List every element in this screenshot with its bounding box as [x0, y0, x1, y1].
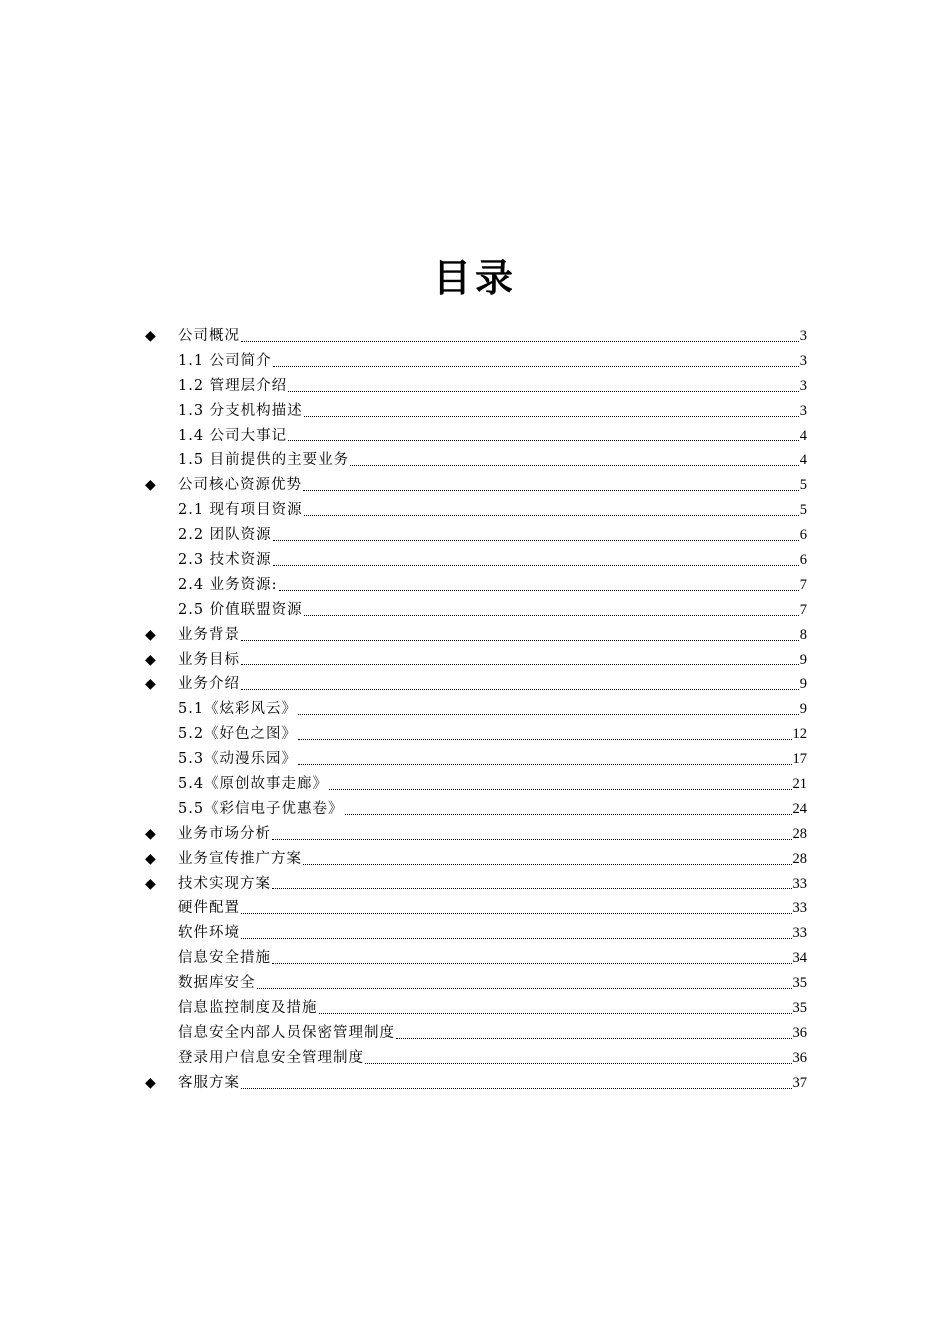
toc-entry-label: 技术实现方案	[178, 875, 271, 892]
toc-entry-label: 客服方案	[178, 1074, 240, 1091]
toc-entry[interactable]	[145, 498, 807, 523]
toc-entry[interactable]	[145, 548, 807, 573]
dot-leader	[257, 988, 792, 989]
dot-leader	[303, 864, 792, 865]
toc-entry[interactable]	[145, 648, 807, 673]
toc-entry[interactable]	[145, 921, 807, 946]
dot-leader	[319, 1013, 792, 1014]
toc-entry[interactable]	[145, 1021, 807, 1046]
toc-entry[interactable]	[145, 374, 807, 399]
toc-entry[interactable]	[145, 946, 807, 971]
toc-entry[interactable]	[145, 772, 807, 797]
toc-entry-label: 5.5《彩信电子优惠卷》	[178, 800, 344, 817]
toc-page-number: 3	[799, 352, 807, 369]
toc-entry-label: 公司核心资源优势	[178, 477, 302, 494]
diamond-bullet-icon: ◆	[145, 850, 156, 867]
toc-entry-label: 5.4《原创故事走廊》	[178, 776, 329, 793]
toc-page-number: 36	[792, 1049, 807, 1066]
toc-entry-label: 2.1 现有项目资源	[178, 502, 303, 519]
toc-entry[interactable]	[145, 324, 807, 349]
toc-page-number: 3	[799, 402, 807, 419]
toc-page-number: 7	[799, 576, 807, 593]
toc-entry-label: 2.2 团队资源	[178, 527, 272, 544]
diamond-bullet-icon: ◆	[145, 825, 156, 842]
toc-page-number: 17	[792, 751, 807, 768]
toc-entry[interactable]	[145, 996, 807, 1021]
toc-page-number: 4	[799, 427, 807, 444]
dot-leader	[279, 590, 799, 591]
toc-entry[interactable]	[145, 399, 807, 424]
toc-entry[interactable]	[145, 822, 807, 847]
toc-page-number: 7	[799, 601, 807, 618]
dot-leader	[241, 938, 792, 939]
dot-leader	[298, 764, 791, 765]
toc-entry-label: 硬件配置	[178, 900, 240, 917]
dot-leader	[241, 913, 792, 914]
toc-entry[interactable]	[145, 722, 807, 747]
diamond-bullet-icon: ◆	[145, 477, 156, 494]
toc-page-number: 3	[799, 328, 807, 344]
dot-leader	[241, 689, 799, 690]
toc-entry[interactable]	[145, 697, 807, 722]
dot-leader	[329, 789, 791, 790]
toc-page-number: 36	[792, 1024, 807, 1041]
toc-entry-label: 2.3 技术资源	[178, 552, 272, 569]
toc-entry[interactable]	[145, 797, 807, 822]
toc-entry-label: 登录用户信息安全管理制度	[178, 1049, 364, 1066]
dot-leader	[304, 515, 799, 516]
toc-entry-label: 5.2《好色之图》	[178, 726, 298, 743]
toc-page-number: 28	[792, 850, 807, 867]
dot-leader	[272, 839, 792, 840]
toc-entry-label: 2.4 业务资源:	[178, 576, 278, 593]
toc-entry-label: 公司概况	[178, 328, 240, 344]
toc-entry[interactable]	[145, 896, 807, 921]
dot-leader	[288, 440, 799, 441]
toc-entry-label: 信息安全内部人员保密管理制度	[178, 1024, 395, 1041]
toc-page-number: 24	[792, 800, 807, 817]
toc-page-number: 34	[792, 950, 807, 967]
toc-entry[interactable]	[145, 598, 807, 623]
toc-entry-label: 1.4 公司大事记	[178, 427, 288, 444]
toc-entry[interactable]	[145, 448, 807, 473]
toc-entry-label: 5.3《动漫乐园》	[178, 751, 298, 768]
toc-page-number: 28	[792, 825, 807, 842]
toc-page-number: 6	[799, 527, 807, 544]
toc-page-number: 9	[799, 651, 807, 668]
toc-page-number: 35	[792, 975, 807, 992]
toc-entry[interactable]	[145, 573, 807, 598]
toc-page-number: 33	[792, 925, 807, 942]
toc-page-number: 9	[799, 701, 807, 718]
dot-leader	[241, 640, 799, 641]
toc-entry-label: 业务背景	[178, 626, 240, 643]
toc-page-number: 5	[799, 477, 807, 494]
dot-leader	[241, 664, 799, 665]
dot-leader	[241, 1088, 792, 1089]
toc-entry[interactable]	[145, 523, 807, 548]
dot-leader	[303, 490, 799, 491]
toc-entry-label: 5.1《炫彩风云》	[178, 701, 298, 718]
toc-page-number: 21	[792, 776, 807, 793]
toc-page-number: 5	[799, 502, 807, 519]
toc-entry-label: 2.5 价值联盟资源	[178, 601, 303, 618]
dot-leader	[350, 465, 799, 466]
diamond-bullet-icon: ◆	[145, 875, 156, 892]
diamond-bullet-icon: ◆	[145, 328, 156, 344]
page-title: 目录	[432, 256, 517, 300]
diamond-bullet-icon: ◆	[145, 651, 156, 668]
dot-leader	[345, 814, 792, 815]
toc-page-number: 33	[792, 875, 807, 892]
toc-page-number: 6	[799, 552, 807, 569]
toc-entry[interactable]	[145, 1071, 807, 1096]
toc-entry-label: 1.5 目前提供的主要业务	[178, 452, 350, 469]
toc-entry-label: 1.1 公司简介	[178, 352, 272, 369]
toc-entry-label: 1.3 分支机构描述	[178, 402, 303, 419]
toc-entry[interactable]	[145, 672, 807, 697]
toc-entry-label: 业务宣传推广方案	[178, 850, 302, 867]
dot-leader	[365, 1063, 792, 1064]
toc-page-number: 3	[799, 377, 807, 394]
toc-entry-label: 1.2 管理层介绍	[178, 377, 288, 394]
toc-entry-label: 业务市场分析	[178, 825, 271, 842]
toc-page-number: 9	[799, 676, 807, 693]
toc-page-number: 12	[792, 726, 807, 743]
toc-entry[interactable]	[145, 623, 807, 648]
toc-entry-label: 数据库安全	[178, 975, 256, 992]
dot-leader	[273, 366, 799, 367]
toc-entry-label: 软件环境	[178, 925, 240, 942]
toc-entry-label: 信息安全措施	[178, 950, 271, 967]
toc-page-number: 4	[799, 452, 807, 469]
toc-entry-label: 业务介绍	[178, 676, 240, 693]
dot-leader	[273, 565, 799, 566]
dot-leader	[273, 540, 799, 541]
dot-leader	[241, 341, 799, 342]
toc-page-number: 37	[792, 1074, 807, 1091]
toc-entry[interactable]	[145, 971, 807, 996]
dot-leader	[304, 416, 799, 417]
dot-leader	[298, 714, 799, 715]
toc-entry[interactable]	[145, 349, 807, 374]
diamond-bullet-icon: ◆	[145, 626, 156, 643]
toc-entry[interactable]	[145, 473, 807, 498]
dot-leader	[298, 739, 791, 740]
dot-leader	[272, 888, 792, 889]
dot-leader	[396, 1038, 792, 1039]
toc-entry-label: 业务目标	[178, 651, 240, 668]
toc-page-number: 33	[792, 900, 807, 917]
diamond-bullet-icon: ◆	[145, 676, 156, 693]
dot-leader	[304, 615, 799, 616]
toc-page-number: 35	[792, 1000, 807, 1017]
toc-entry[interactable]	[145, 847, 807, 872]
toc-entry[interactable]	[145, 1046, 807, 1071]
toc-page-number: 8	[799, 626, 807, 643]
diamond-bullet-icon: ◆	[145, 1074, 156, 1091]
toc-entry[interactable]	[145, 747, 807, 772]
toc-entry[interactable]	[145, 872, 807, 897]
dot-leader	[272, 963, 792, 964]
toc-entry-label: 信息监控制度及措施	[178, 1000, 318, 1017]
dot-leader	[288, 391, 799, 392]
table-of-contents	[145, 324, 807, 1096]
toc-entry[interactable]	[145, 424, 807, 449]
